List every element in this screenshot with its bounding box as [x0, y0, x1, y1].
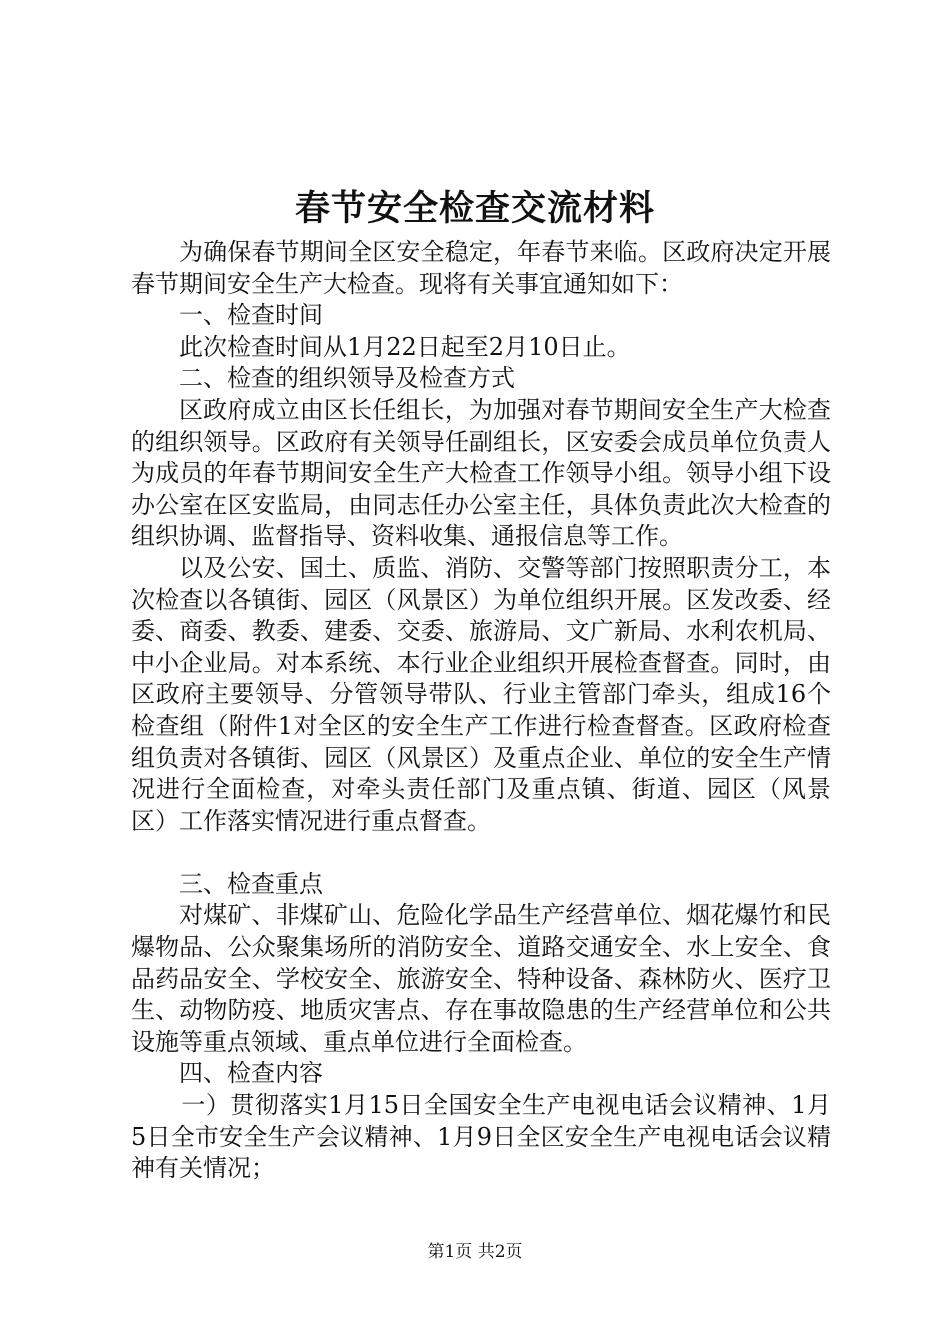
page-footer: 第1页 共2页 — [427, 1242, 523, 1262]
paragraph-spacer — [131, 837, 831, 869]
section-heading-content: 四、检查内容 — [179, 1059, 323, 1088]
section-heading-time: 一、检查时间 — [179, 301, 323, 330]
intro-paragraph: 为确保春节期间全区安全稳定，年春节来临。区政府决定开展春节期间安全生产大检查。现将有关事宜通知如下： — [131, 238, 831, 298]
document-body — [131, 237, 831, 1185]
section-heading-focus: 三、检查重点 — [179, 869, 323, 898]
document-title: 春节安全检查交流材料 — [294, 188, 655, 229]
time-paragraph: 此次检查时间从1月22日起至2月10日止。 — [179, 332, 631, 361]
departments-paragraph: 以及公安、国土、质监、消防、交警等部门按照职责分工，本次检查以各镇街、园区（风景区）为单位组织开展。区发改委、经委、商委、教委、建委、交委、旅游局、文广新局、水利农机局、中小企业局。对本系统、本行业企业组织开展检查督查。同时，由区政府主要领导、分管领导带队、行业主管部门牵头，组成16个检查组（附件1对全区的安全生产工作进行检查督查。区政府检查组负责对各镇街、园区（风景区）及重点企业、单位的安全生产情况进行全面检查，对牵头责任部门及重点镇、街道、园区（风景区）工作落实情况进行重点督查。 — [131, 553, 831, 835]
section-heading-organization: 二、检查的组织领导及检查方式 — [179, 364, 515, 393]
content-item-1: 一）贯彻落实1月15日全国安全生产电视电话会议精神、1月5日全市安全生产会议精神、1月9日全区安全生产电视电话会议精神有关情况； — [131, 1091, 831, 1183]
organization-paragraph: 区政府成立由区长任组长，为加强对春节期间安全生产大检查的组织领导。区政府有关领导任副组长，区安委会成员单位负责人为成员的年春节期间安全生产大检查工作领导小组。领导小组下设办公室在区安监局，由同志任办公室主任，具体负责此次大检查的组织协调、监督指导、资料收集、通报信息等工作。 — [131, 395, 831, 551]
focus-paragraph: 对煤矿、非煤矿山、危险化学品生产经营单位、烟花爆竹和民爆物品、公众聚集场所的消防安全、道路交通安全、水上安全、食品药品安全、学校安全、旅游安全、特种设备、森林防火、医疗卫生、动物防疫、地质灾害点、存在事故隐患的生产经营单位和公共设施等重点领域、重点单位进行全面检查。 — [131, 901, 831, 1056]
